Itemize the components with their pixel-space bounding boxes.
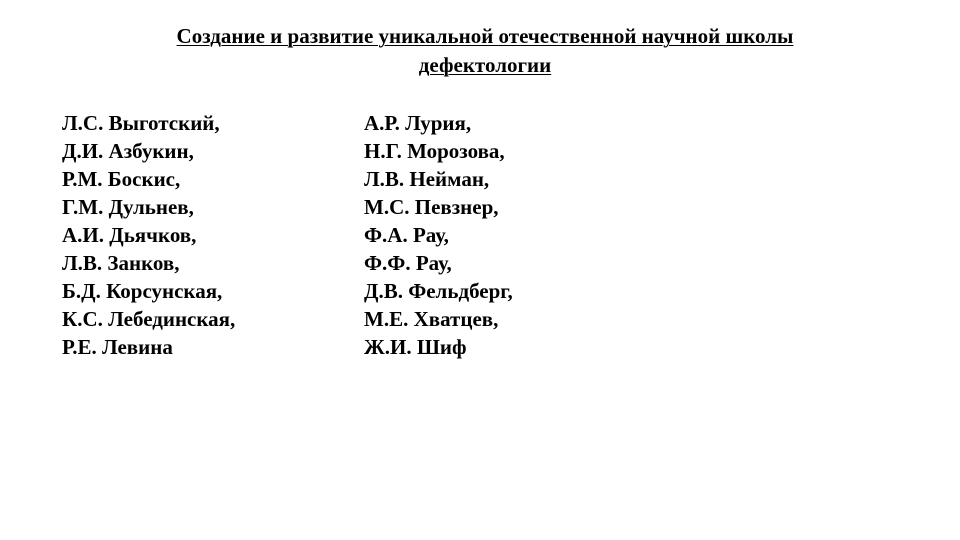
left-names-list [62, 109, 322, 361]
list-item: Ф.Ф. Рау, [364, 251, 452, 275]
list-item: Г.М. Дульнев, [62, 195, 194, 219]
list-item: Ж.И. Шиф [364, 335, 467, 359]
list-item: А.Р. Лурия, [364, 111, 472, 135]
list-item: Д.И. Азбукин, [62, 139, 194, 163]
list-item: А.И. Дьячков, [62, 223, 197, 247]
list-item: Ф.А. Рау, [364, 223, 449, 247]
list-item: Б.Д. Корсунская, [62, 279, 223, 303]
list-item: Р.Е. Левина [62, 335, 173, 359]
right-names-list [364, 109, 624, 361]
list-item: Л.В. Занков, [62, 251, 180, 275]
list-item: Р.М. Боскис, [62, 167, 181, 191]
slide-title-line-2: дефектологии [418, 53, 552, 77]
list-item: Л.В. Нейман, [364, 167, 490, 191]
slide-title [120, 22, 850, 80]
list-item: К.С. Лебединская, [62, 307, 236, 331]
list-item: Н.Г. Морозова, [364, 139, 505, 163]
slide-title-line-1: Создание и развитие уникальной отечественной научной школы [176, 24, 794, 48]
list-item: Д.В. Фельдберг, [364, 279, 513, 303]
list-item: М.Е. Хватцев, [364, 307, 499, 331]
list-item: М.С. Певзнер, [364, 195, 499, 219]
list-item: Л.С. Выготский, [62, 111, 220, 135]
